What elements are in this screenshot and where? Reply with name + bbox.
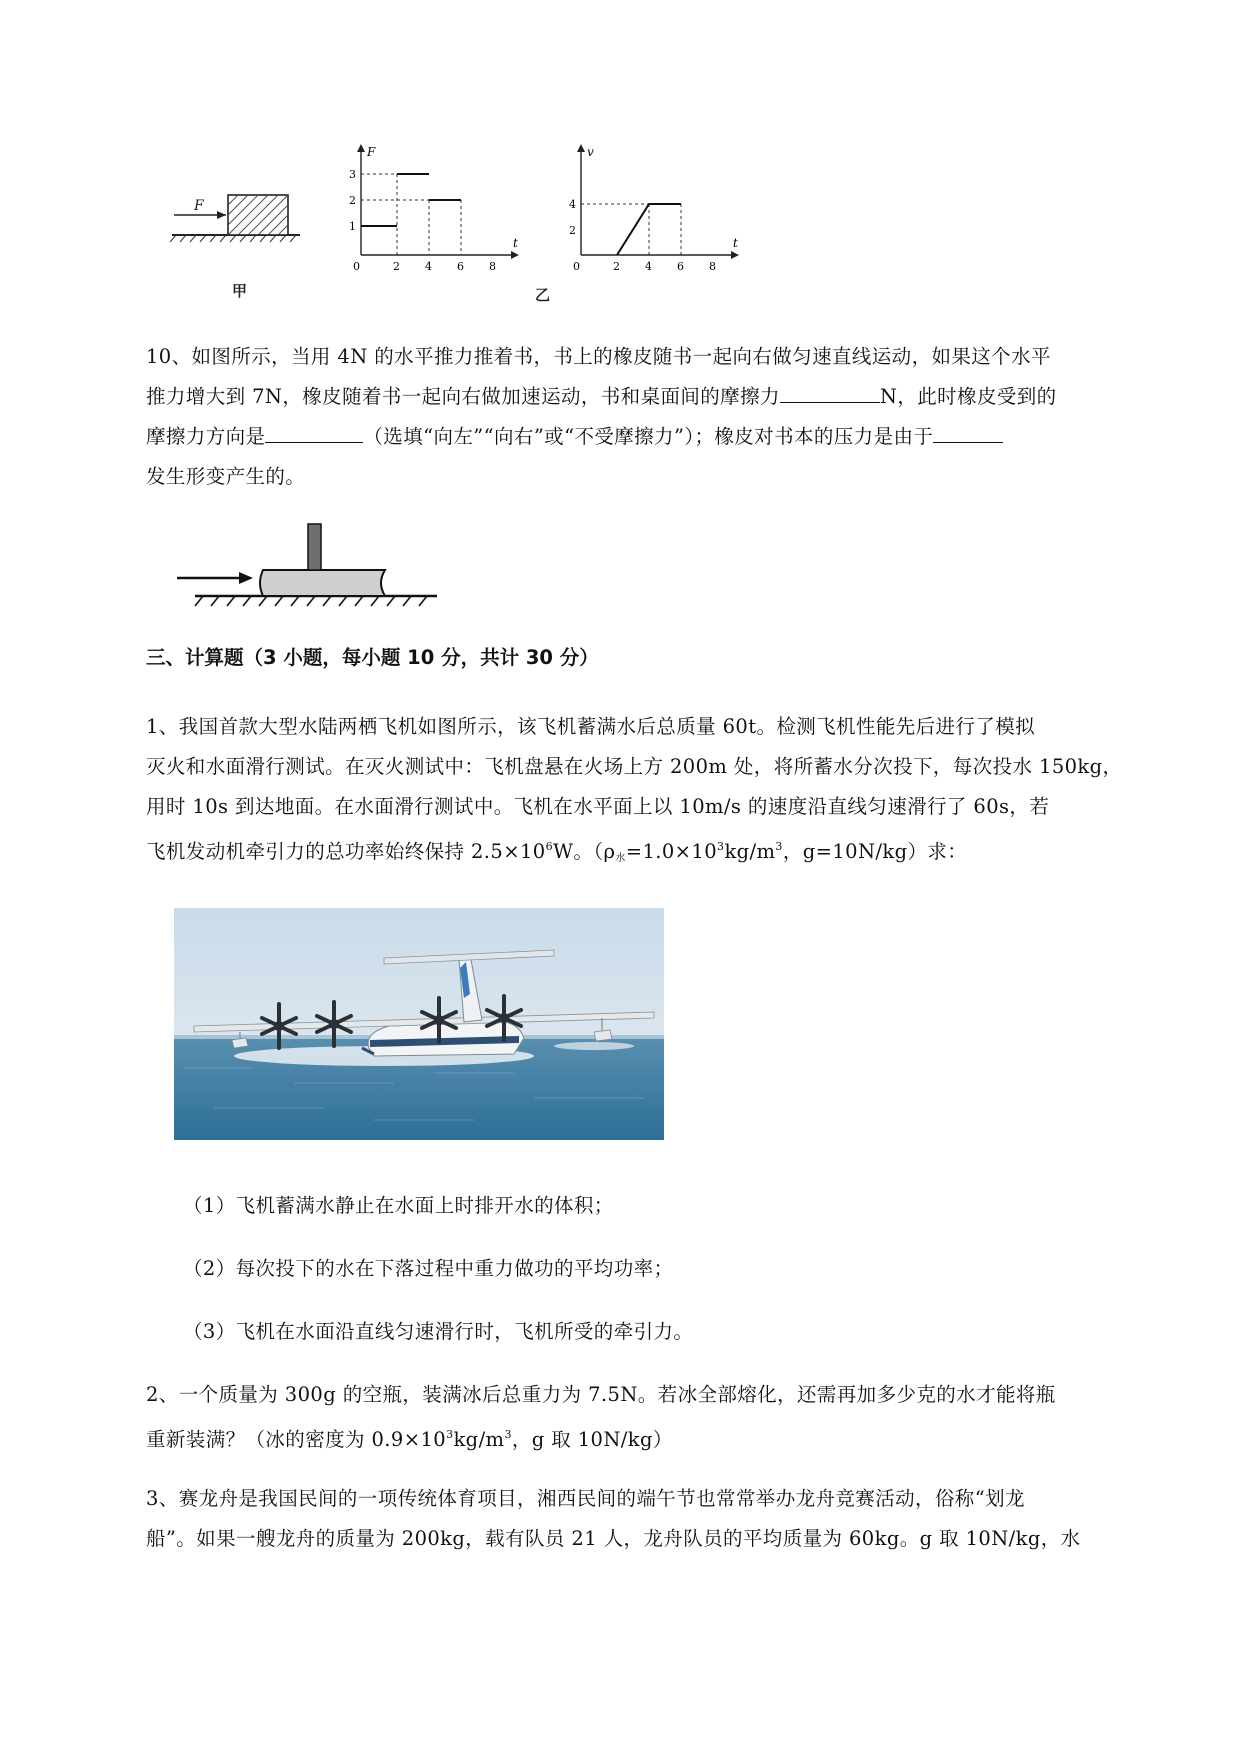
x-tick: 8 (489, 260, 496, 273)
answer-blank-direction[interactable] (265, 420, 363, 443)
q1-line-1: 1、我国首款大型水陆两栖飞机如图所示，该飞机蓄满水后总质量 60t。检测飞机性能先后进行了模拟 (146, 715, 1036, 738)
q2-line-2a: 重新装满？（冰的密度为 0.9×10 (146, 1428, 447, 1451)
y-tick: 4 (569, 198, 576, 211)
figure-block-with-force (170, 140, 310, 300)
answer-blank-friction[interactable] (780, 380, 880, 403)
q10-line-3 (146, 417, 1003, 457)
x-tick: 4 (645, 260, 652, 273)
axis-label-t: t (513, 236, 518, 250)
q10-line-2 (146, 377, 1057, 417)
q1-subquestion-1: （1）飞机蓄满水静止在水面上时排开水的体积； (183, 1194, 614, 1217)
x-tick: 6 (677, 260, 684, 273)
q10-line-1: 10、如图所示，当用 4N 的水平推力推着书，书上的橡皮随书一起向右做匀速直线运动，如果这个水平 (146, 345, 1051, 368)
subscript-water: 水 (615, 853, 626, 864)
q1-line-3: 用时 10s 到达地面。在水面滑行测试中。飞机在水平面上以 10m/s 的速度沿直线匀速滑行了 60s，若 (146, 795, 1050, 818)
x-tick: 2 (393, 260, 400, 273)
axis-label-v: v (587, 145, 594, 159)
q1-line-4a: 飞机发动机牵引力的总功率始终保持 2.5×10 (146, 840, 546, 863)
x-tick: 6 (457, 260, 464, 273)
q10-line-3a: 摩擦力方向是 (146, 425, 266, 448)
graph-force-time (345, 140, 535, 275)
force-label: F (194, 198, 204, 214)
q1-line-4e: ，g=10N/kg）求： (782, 840, 968, 863)
exponent: 3 (504, 1428, 512, 1441)
q2-line-2c: ，g 取 10N/kg） (511, 1428, 673, 1451)
y-tick: 2 (349, 194, 356, 207)
q10-line-3b: （选填“向左”“向右”或“不受摩擦力”）；橡皮对书本的压力是由于 (363, 425, 934, 448)
q2-line-2 (146, 1415, 673, 1460)
caption-jia: 甲 (232, 282, 248, 300)
exponent: 3 (446, 1428, 454, 1441)
q1-line-4d: kg/m (724, 840, 776, 863)
q1-line-2: 灭火和水面滑行测试。在灭火测试中：飞机盘悬在火场上方 200m 处，将所蓄水分次投下，每次投水 150kg， (146, 755, 1123, 778)
amphibious-aircraft-photo (174, 908, 664, 1140)
x-tick: 2 (613, 260, 620, 273)
graph-velocity-time (535, 140, 755, 310)
axis-label-t: t (733, 236, 738, 250)
q1-line-4 (146, 827, 967, 879)
section-heading: 三、计算题（3 小题，每小题 10 分，共计 30 分） (146, 646, 599, 669)
answer-blank-deformation[interactable] (933, 420, 1003, 443)
q3-line-1: 3、赛龙舟是我国民间的一项传统体育项目，湘西民间的端午节也常常举办龙舟竞赛活动，俗称“划龙 (146, 1487, 1025, 1510)
y-tick: 1 (349, 220, 356, 233)
q2-line-1: 2、一个质量为 300g 的空瓶，装满冰后总重力为 7.5N。若冰全部熔化，还需再加多少克的水才能将瓶 (146, 1383, 1056, 1406)
q10-line-4: 发生形变产生的。 (146, 465, 306, 488)
q1-line-4c: =1.0×10 (625, 840, 718, 863)
y-tick: 3 (349, 168, 356, 181)
q10-line-2b: N，此时橡皮受到的 (879, 385, 1057, 408)
q2-line-2b: kg/m (453, 1428, 505, 1451)
exponent: 3 (775, 840, 783, 853)
y-tick: 2 (569, 224, 576, 237)
q1-line-4b: W。（ρ (552, 840, 616, 863)
caption-yi: 乙 (535, 286, 551, 304)
x-tick: 0 (573, 260, 580, 273)
q1-subquestion-3: （3）飞机在水面沿直线匀速滑行时，飞机所受的牵引力。 (183, 1320, 694, 1343)
axis-label-f: F (367, 145, 376, 159)
q3-line-2: 船”。如果一艘龙舟的质量为 200kg，载有队员 21 人，龙舟队员的平均质量为 60kg。g 取 10N/kg，水 (146, 1527, 1081, 1550)
x-tick: 0 (353, 260, 360, 273)
q1-subquestion-2: （2）每次投下的水在下落过程中重力做功的平均功率； (183, 1257, 674, 1280)
figure-book-eraser (175, 520, 445, 615)
x-tick: 4 (425, 260, 432, 273)
exponent: 3 (717, 840, 725, 853)
x-tick: 8 (709, 260, 716, 273)
exponent: 6 (545, 840, 553, 853)
q10-line-2a: 推力增大到 7N，橡皮随着书一起向右做加速运动，书和桌面间的摩擦力 (146, 385, 780, 408)
